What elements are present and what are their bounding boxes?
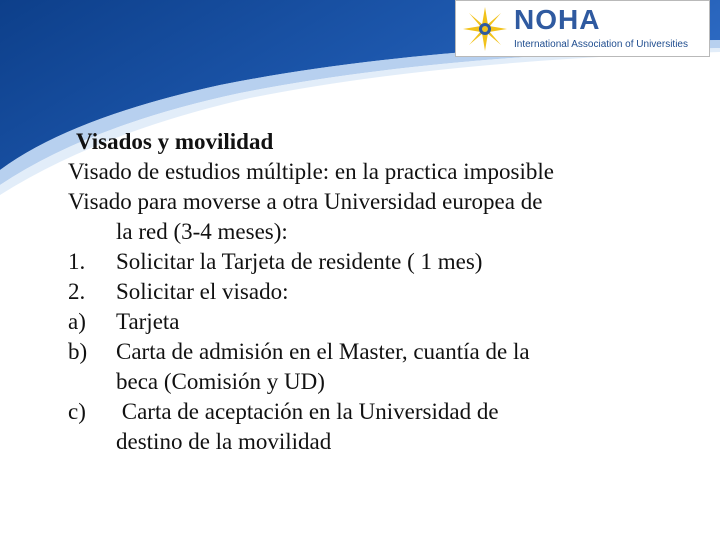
list-item <box>68 337 708 367</box>
list-marker: c) <box>68 399 86 424</box>
list-item <box>68 247 708 277</box>
list-marker: 1. <box>68 249 86 274</box>
logo-name: NOHA <box>514 4 601 35</box>
text-line-1: Visado de estudios múltiple: en la practica imposible <box>68 159 554 184</box>
list-item-text: Solicitar la Tarjeta de residente ( 1 mes) <box>116 249 483 274</box>
text-line-2-continuation: la red (3-4 meses): <box>116 219 288 244</box>
list-marker: a) <box>68 309 86 334</box>
list-item-text: Carta de admisión en el Master, cuantía de la <box>116 339 530 364</box>
slide-body <box>68 127 708 457</box>
list-item <box>68 397 708 427</box>
text-line-2: Visado para moverse a otra Universidad europea de <box>68 189 543 214</box>
list-item <box>68 307 708 337</box>
list-marker: b) <box>68 339 88 364</box>
list-marker: 2. <box>68 279 86 304</box>
list-item-continuation: beca (Comisión y UD) <box>116 369 325 394</box>
list-item-text: Carta de aceptación en la Universidad de <box>116 399 499 424</box>
list-item <box>68 277 708 307</box>
slide-heading: Visados y movilidad <box>76 129 274 154</box>
list-item-text: Tarjeta <box>116 309 180 334</box>
noha-logo <box>455 0 710 57</box>
logo-subtitle: International Association of Universities <box>514 39 688 50</box>
list-item-continuation: destino de la movilidad <box>116 429 332 454</box>
star-burst-logo-icon <box>460 4 510 54</box>
list-item-text: Solicitar el visado: <box>116 279 289 304</box>
